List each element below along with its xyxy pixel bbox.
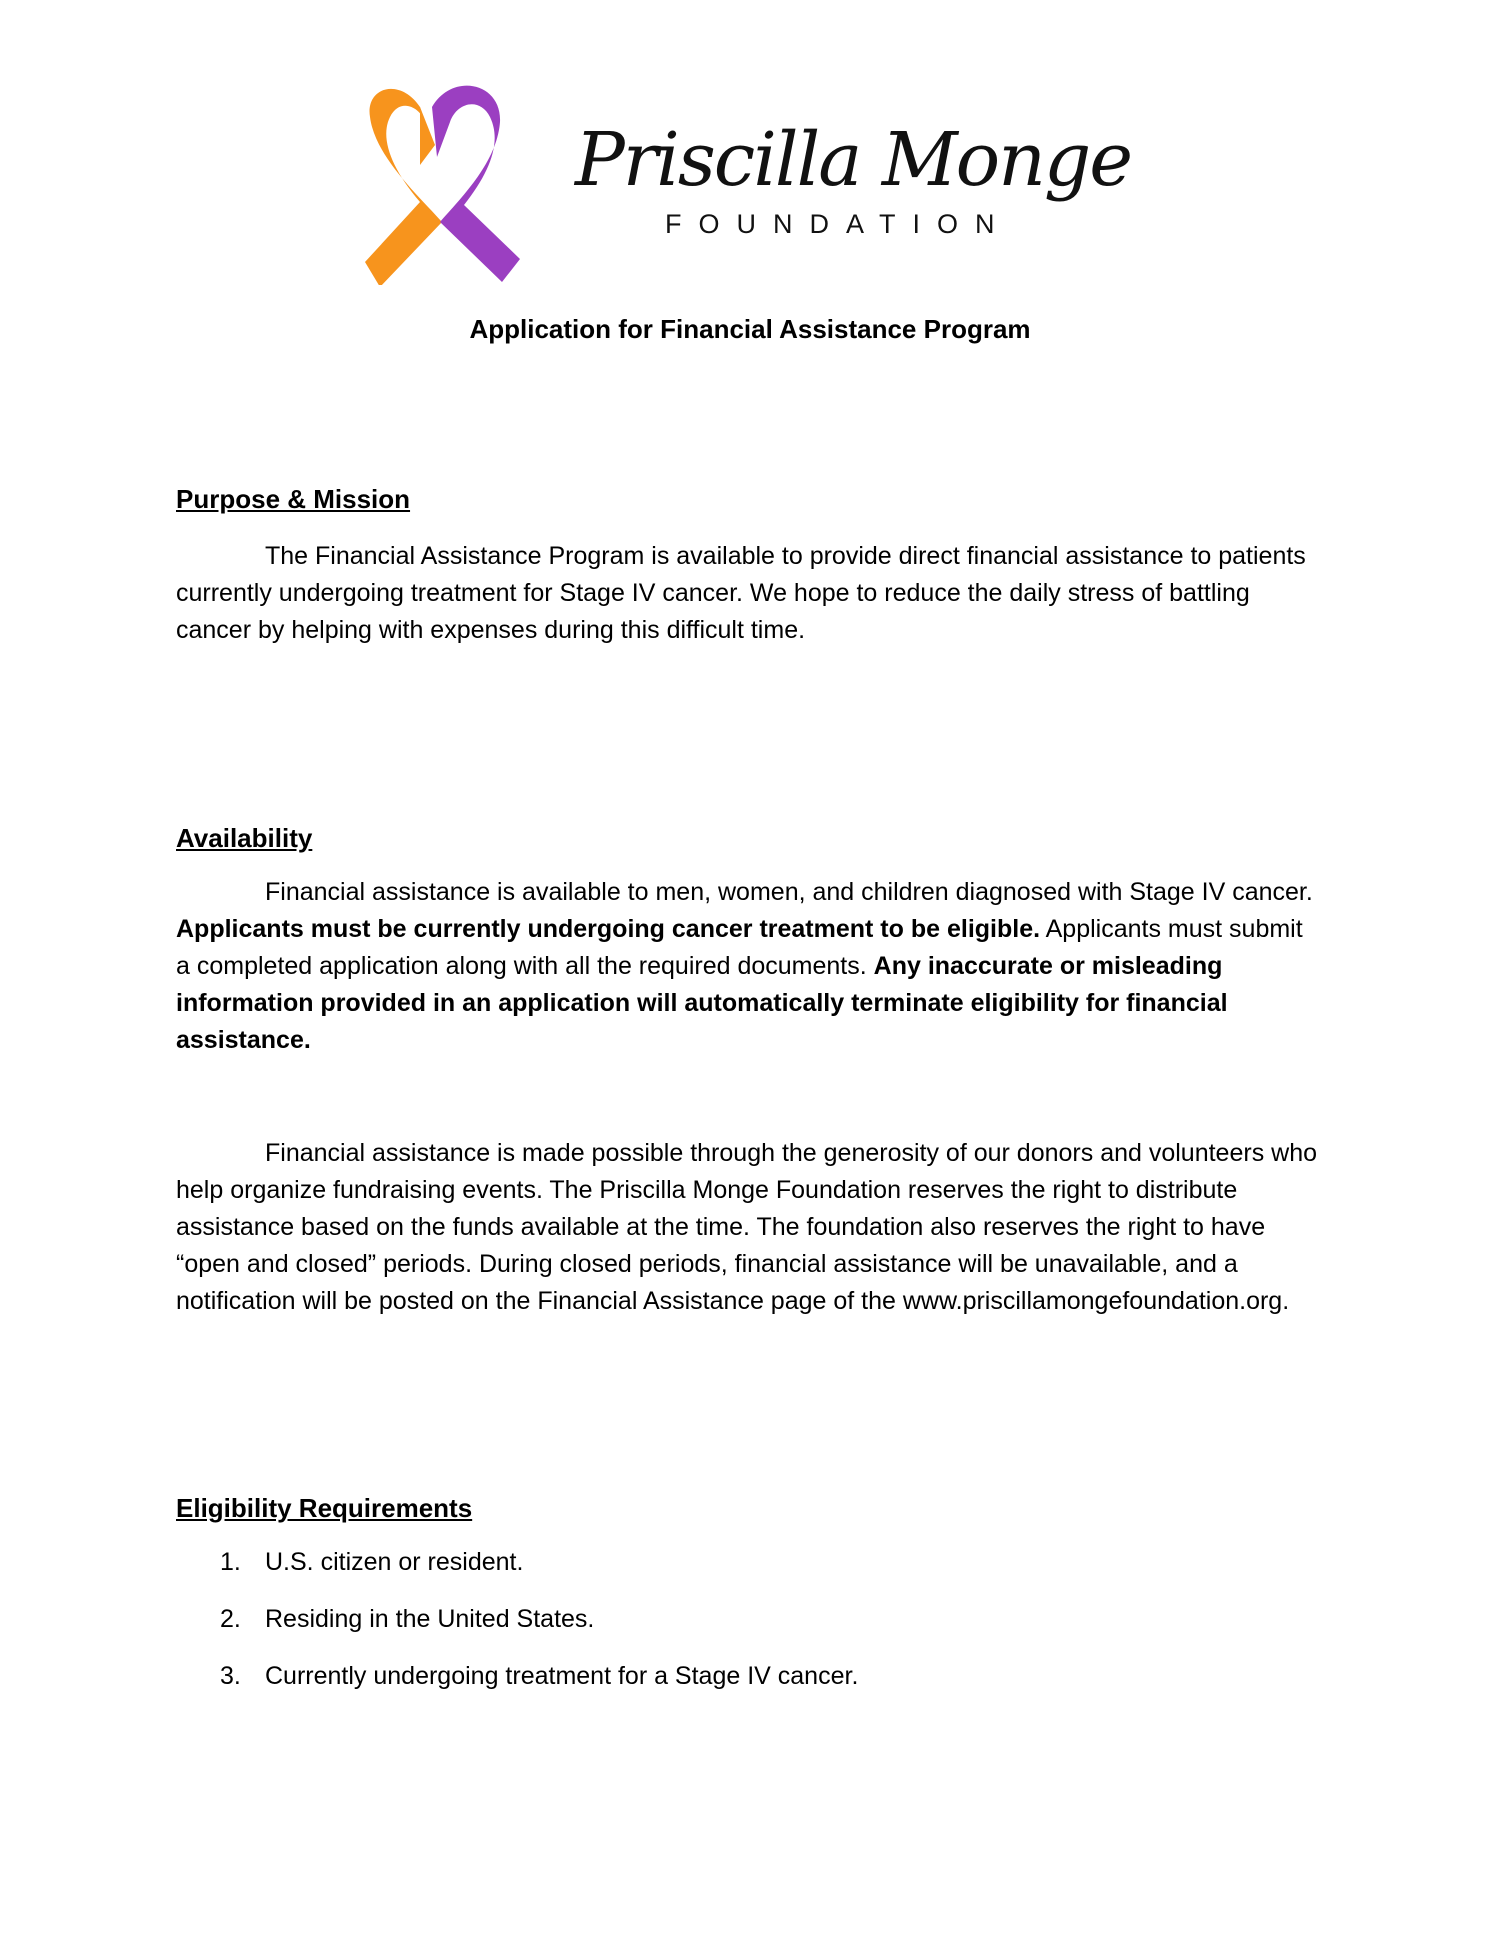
list-number: 1. [220, 1548, 241, 1576]
availability-text: Financial assistance is available to men, women, and children diagnosed with Stage IV cancer. [265, 878, 1313, 906]
list-number: 2. [220, 1605, 241, 1633]
page-title: Application for Financial Assistance Program [469, 314, 1031, 344]
ribbon-icon [365, 86, 520, 285]
funding-paragraph: Financial assistance is made possible through the generosity of our donors and volunteers who help organize fundraising events. The Priscilla Monge Foundation reserves the right to distribute assistance based on the funds available at the time. The foundation also reserves the right to have “open and closed” periods. During closed periods, financial assistance will be unavailable, and a notification will be posted on the Financial Assistance page of the www.priscillamongefoundation.org. [176, 1139, 1318, 1315]
purpose-paragraph: The Financial Assistance Program is available to provide direct financial assistance to patients currently undergoing treatment for Stage IV cancer. We hope to reduce the daily stress of battling cancer by helping with expenses during this difficult time. [176, 542, 1306, 644]
list-text: Currently undergoing treatment for a Stage IV cancer. [265, 1662, 859, 1690]
foundation-logo [360, 85, 1160, 285]
section-heading-purpose: Purpose & Mission [176, 484, 411, 514]
section-heading-availability: Availability [176, 823, 313, 853]
list-text: Residing in the United States. [265, 1605, 595, 1633]
availability-paragraph [176, 874, 1321, 1059]
availability-text: Applicants must submit a completed application along with all the required documents. [176, 915, 1303, 980]
list-text: U.S. citizen or resident. [265, 1548, 524, 1576]
logo-name: Priscilla Monge [575, 117, 1132, 203]
logo-subtitle: FOUNDATION [665, 209, 1012, 239]
list-number: 3. [220, 1662, 241, 1690]
availability-warning: Any inaccurate or misleading information provided in an application will automatically terminate eligibility for financial assistance. [176, 952, 1228, 1054]
availability-requirement: Applicants must be currently undergoing cancer treatment to be eligible. [176, 915, 1041, 943]
eligibility-list [176, 1548, 1276, 1748]
section-heading-eligibility: Eligibility Requirements [176, 1493, 473, 1523]
